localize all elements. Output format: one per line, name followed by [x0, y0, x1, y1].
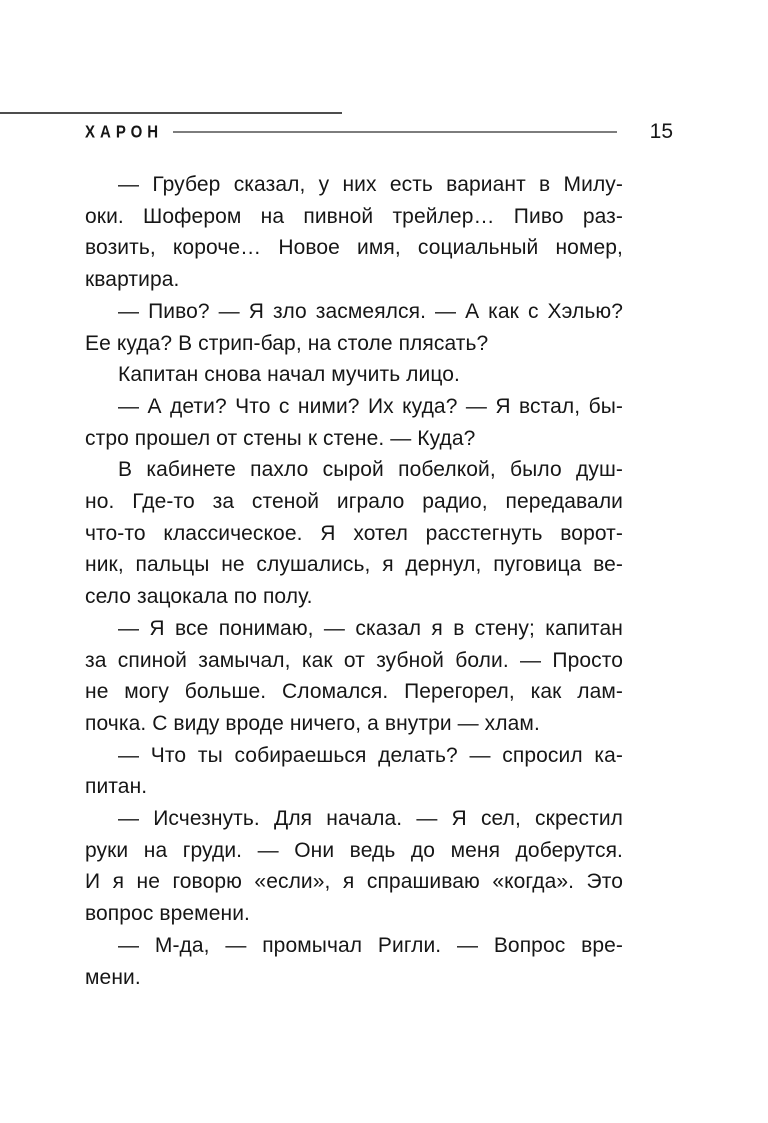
text-line: — Что ты собираешься делать? — спросил ка-	[118, 743, 623, 767]
text-line: что-то классическое. Я хотел расстегнуть ворот-	[85, 521, 623, 545]
text-line: возить, короче… Новое имя, социальный номер,	[85, 236, 623, 260]
text-line: но. Где-то за стеной играло радио, передавали	[85, 490, 623, 514]
text-line: не могу больше. Сломался. Перегорел, как лам-	[85, 680, 623, 704]
paragraph	[85, 930, 623, 993]
text-line: И я не говорю «если», я спрашиваю «когда». Это	[85, 870, 623, 894]
paragraph	[85, 169, 623, 296]
text-line: руки на груди. — Они ведь до меня доберутся.	[85, 838, 623, 862]
text-line: оки. Шофером на пивной трейлер… Пиво раз-	[85, 204, 623, 228]
text-line: — Пиво? — Я зло засмеялся. — А как с Хэлью?	[118, 299, 623, 323]
text-line: — Исчезнуть. Для начала. — Я сел, скрестил	[118, 807, 623, 831]
text-line: мени.	[85, 965, 141, 989]
text-line: — Грубер сказал, у них есть вариант в Милу-	[118, 173, 623, 196]
text-line: ник, пальцы не слушались, я дернул, пуговица ве-	[85, 553, 623, 577]
paragraph	[85, 296, 623, 359]
paragraph	[85, 454, 623, 613]
paragraph	[85, 391, 623, 454]
text-line: вопрос времени.	[85, 902, 250, 926]
paragraph	[85, 740, 623, 803]
page-number: 15	[649, 120, 673, 143]
text-line: квартира.	[85, 268, 180, 292]
text-line: село зацокала по полу.	[85, 585, 313, 609]
text-line: Ее куда? В стрип-бар, на столе плясать?	[85, 331, 489, 355]
running-title: ХАРОН	[85, 122, 164, 142]
text-line: — А дети? Что с ними? Их куда? — Я встал, бы-	[118, 394, 623, 418]
text-line: стро прошел от стены к стене. — Куда?	[85, 426, 476, 450]
paragraph	[85, 613, 623, 740]
text-line: В кабинете пахло сырой побелкой, было душ-	[118, 458, 623, 482]
text-line: — М-да, — промычал Ригли. — Вопрос вре-	[118, 933, 623, 957]
paragraph	[85, 803, 623, 930]
page-header	[85, 118, 673, 146]
paragraph	[85, 359, 623, 391]
text-line: — Я все понимаю, — сказал я в стену; капитан	[118, 616, 623, 640]
text-line: Капитан снова начал мучить лицо.	[118, 363, 460, 387]
header-rule	[173, 131, 616, 133]
text-line: питан.	[85, 775, 148, 799]
top-edge-rule	[0, 112, 342, 114]
text-line: почка. С виду вроде ничего, а внутри — хлам.	[85, 711, 540, 735]
body-text	[85, 169, 623, 993]
text-line: за спиной замычал, как от зубной боли. — Просто	[85, 648, 623, 672]
